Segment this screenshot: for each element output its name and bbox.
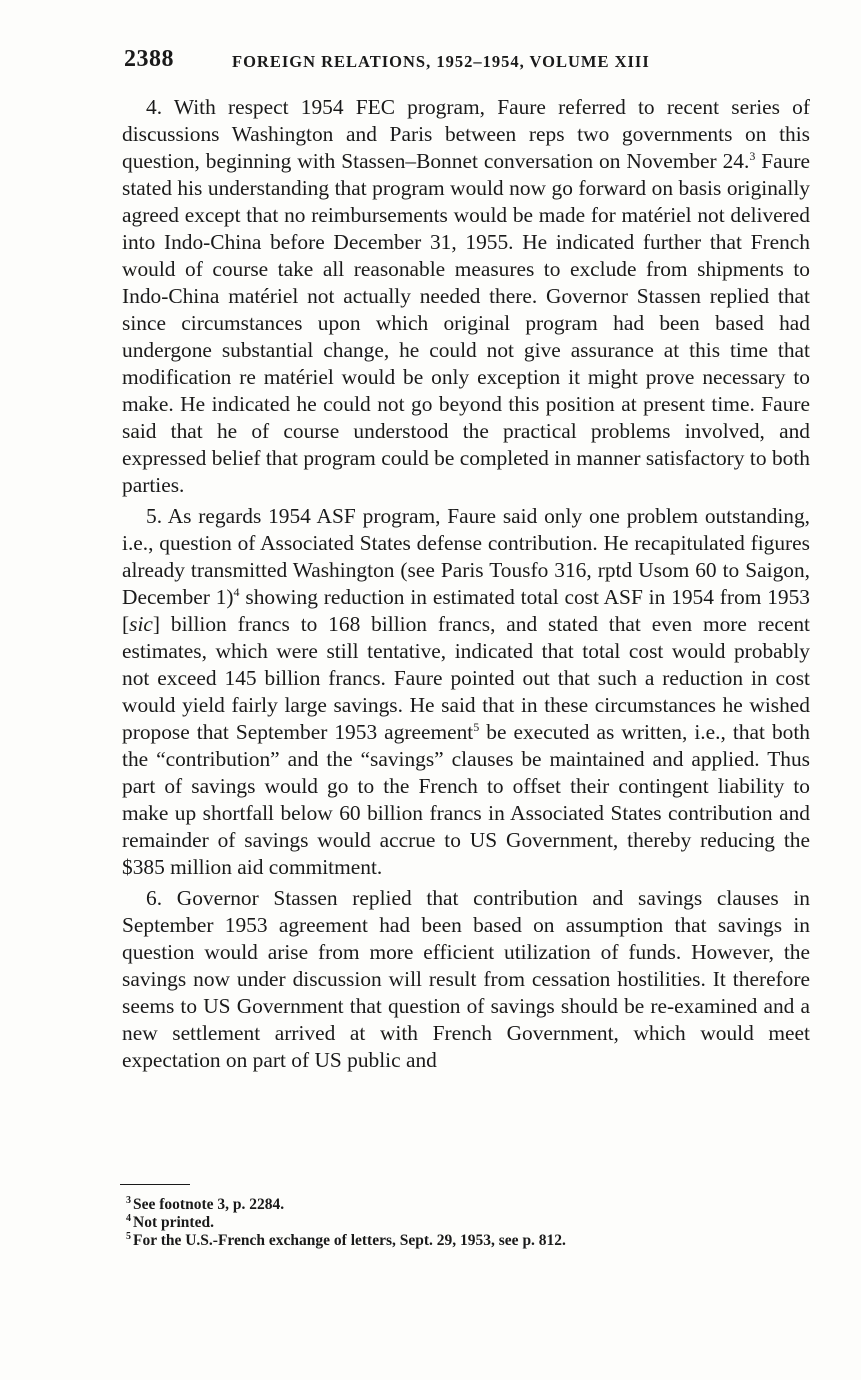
footnote-4 — [126, 1214, 806, 1232]
footnote-reference: 4 — [233, 584, 240, 599]
footnote-reference: 5 — [473, 719, 480, 734]
footnotes — [126, 1196, 806, 1250]
footnote-mark: 5 — [126, 1230, 131, 1242]
footnote-mark: 4 — [126, 1212, 131, 1224]
footnote-reference: 3 — [749, 148, 756, 163]
footnote-text: See footnote 3, p. 2284. — [133, 1196, 285, 1213]
footnote-5 — [126, 1232, 806, 1250]
paragraph-text: 4. With respect 1954 FEC program, Faure referred to recent series of discussions Washington and Paris between reps two governments on this question, beginning with Stassen–Bonnet conversation on November 24. — [122, 95, 810, 173]
body-text — [122, 94, 810, 1074]
paragraph-text: be executed as written, i.e., that both the “contribution” and the “savings” clauses be maintained and applied. Thus part of savings would go to the French to offset their contingent liability to make up shortfall below 60 billion francs in Associated States contribution and remainder of savings would accrue to US Government, thereby reducing the $385 million aid commitment. — [122, 720, 810, 879]
paragraph-text: showing reduction in estimated total cost ASF in 1954 from 1953 [ — [122, 585, 810, 636]
running-title: FOREIGN RELATIONS, 1952–1954, VOLUME XIII — [232, 52, 650, 71]
sic-annotation: sic — [129, 612, 153, 636]
paragraph-5 — [122, 503, 810, 881]
footnote-divider — [120, 1184, 190, 1185]
footnote-3 — [126, 1196, 806, 1214]
paragraph-text: ] billion francs to 168 billion francs, and stated that even more recent estimates, which were still tentative, indicated that total cost would probably not exceed 145 billion francs. Faure pointed out that such a reduction in cost would yield fairly large savings. He said that in these circumstances he wished propose that September 1953 agreement — [122, 612, 810, 744]
paragraph-text: 6. Governor Stassen replied that contribution and savings clauses in September 1953 agreement had been based on assumption that savings in question would arise from more efficient utilization of funds. However, the savings now under discussion will result from cessation hostilities. It therefore seems to US Government that question of savings should be re-examined and a new settlement arrived at with French Government, which would meet expectation on part of US public and — [122, 886, 810, 1072]
footnote-mark: 3 — [126, 1194, 131, 1206]
running-head — [124, 46, 814, 76]
page-number: 2388 — [124, 46, 174, 72]
paragraph-text: 5. As regards 1954 ASF program, Faure said only one problem outstanding, i.e., question of Associated States defense contribution. He recapitulated figures already transmitted Washington (see Paris Tousfo 316, rptd Usom 60 to Saigon, December 1) — [122, 504, 810, 609]
footnote-text: For the U.S.-French exchange of letters, Sept. 29, 1953, see p. 812. — [133, 1232, 566, 1249]
footnote-text: Not printed. — [133, 1214, 214, 1231]
paragraph-4 — [122, 94, 810, 499]
paragraph-6 — [122, 885, 810, 1074]
paragraph-text: Faure stated his understanding that program would now go forward on basis originally agreed except that no reimbursements would be made for matériel not delivered into Indo-China before December 31, 1955. He indicated further that French would of course take all reasonable measures to exclude from shipments to Indo-China matériel not actually needed there. Governor Stassen replied that since circumstances upon which original program had been based had undergone substantial change, he could not give assurance at this time that modification re matériel would be only exception it might prove necessary to make. He indicated he could not go beyond this position at present time. Faure said that he of course understood the practical problems involved, and expressed belief that program could be completed in manner satisfactory to both parties. — [122, 149, 810, 497]
